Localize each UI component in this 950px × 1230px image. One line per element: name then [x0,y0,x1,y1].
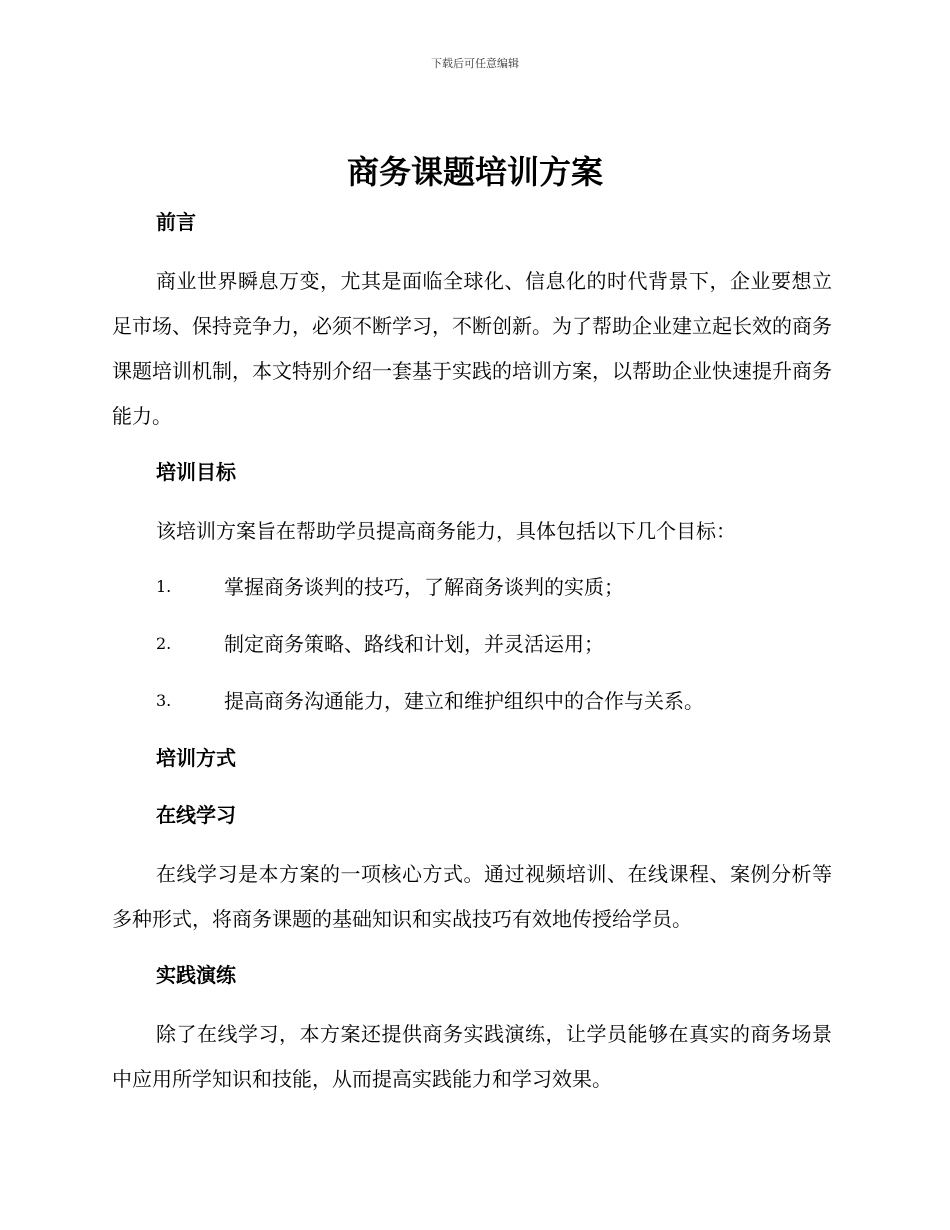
preface-heading: 前言 [156,210,196,234]
goals-heading: 培训目标 [156,460,236,484]
goal-number: 2. [156,634,172,653]
practice-paragraph: 除了在线学习，本方案还提供商务实践演练，让学员能够在真实的商务场景中应用所学知识和技能，从而提高实践能力和学习效果。 [112,1022,832,1091]
goal-item-3 [112,681,832,721]
header-note: 下载后可任意编辑 [431,57,519,70]
goals-intro-paragraph: 该培训方案旨在帮助学员提高商务能力，具体包括以下几个目标： [156,519,736,543]
goal-text: 制定商务策略、路线和计划，并灵活运用； [224,632,604,656]
preface-paragraph: 商业世界瞬息万变，尤其是面临全球化、信息化的时代背景下，企业要想立足市场、保持竞争力，必须不断学习，不断创新。为了帮助企业建立起长效的商务课题培训机制，本文特别介绍一套基于实践的培训方案，以帮助企业快速提升商务能力。 [112,269,832,428]
online-learning-paragraph: 在线学习是本方案的一项核心方式。通过视频培训、在线课程、案例分析等多种形式，将商务课题的基础知识和实战技巧有效地传授给学员。 [112,862,832,931]
document-title: 商务课题培训方案 [346,153,603,191]
goal-item-2 [112,624,832,664]
goal-text: 提高商务沟通能力，建立和维护组织中的合作与关系。 [224,689,704,713]
goal-item-1 [112,567,832,607]
goal-text: 掌握商务谈判的技巧，了解商务谈判的实质； [224,575,624,599]
goal-number: 3. [156,691,172,710]
document-body [112,202,832,1115]
goal-number: 1. [156,577,172,596]
practice-heading: 实践演练 [156,963,236,987]
online-learning-heading: 在线学习 [156,803,236,827]
methods-heading: 培训方式 [156,746,236,770]
